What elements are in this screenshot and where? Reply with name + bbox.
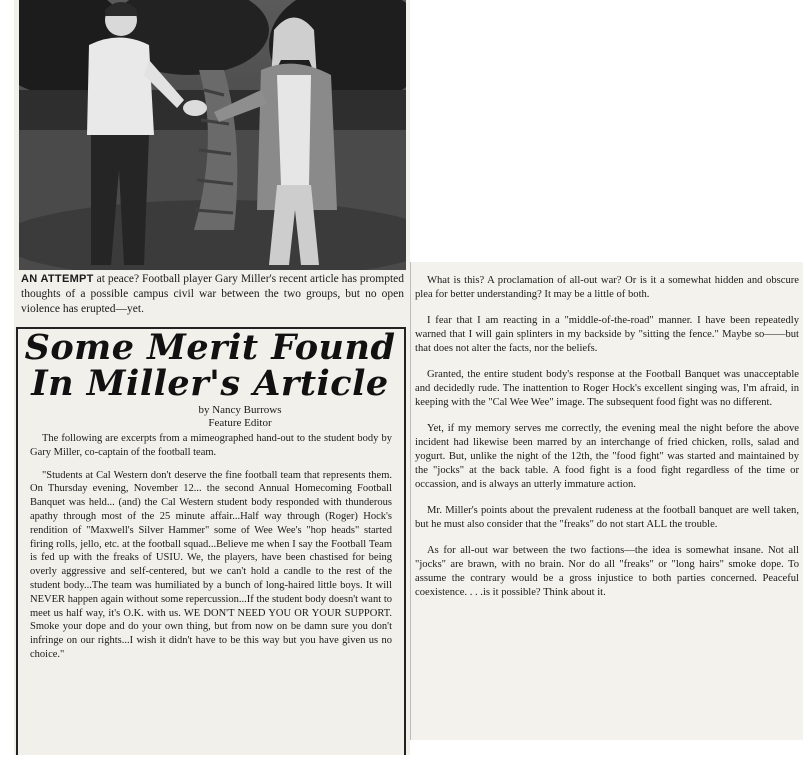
byline (150, 404, 330, 430)
byline-author: by Nancy Burrows (198, 404, 282, 416)
paragraph: What is this? A proclamation of all-out war? Or is it a somewhat hidden and obscure plea for better understanding? It may be a little of both. (415, 275, 799, 300)
photo-caption (19, 272, 406, 326)
article-body-right (415, 274, 799, 738)
paragraph: "Students at Cal Western don't deserve the fine football team that represents them. On Thursday evening, November 12... the second Annual Homecoming Football Banquet was held... (and) the Cal Western student body responded with thunderous apathy through most of the 25 minute affair...Half way through (Roger) Hock's rendition of "Maxwell's Silver Hammer" some of Wee Wee's "hop heads" started firing rolls, jello, etc. at the football squad...Believe me when I say the Football Team is fed up with the freaks of USIU. We, the players, have been chastised for being overly aggressive and self-centered, but we can't hold a candle to the rest of the student body...The team was humiliated by a bunch of long-haired little boys. It will NEVER happen again without some repercussion...If the student body doesn't want to meet us half way, it's O.K. with us. WE DON'T NEED YOU OR YOUR SUPPORT. Smoke your dope and do your own thing, but from now on be damn sure you don't infringe on our rights...I wish it didn't have to be this way but you have given us no choice." (30, 469, 392, 660)
caption-text: at peace? Football player Gary Miller's recent article has prompted thoughts of a possible campus civil war between the two groups, but no open violence has erupted—yet. (21, 273, 404, 315)
photo-two-men-shaking-hands (19, 0, 406, 270)
paragraph: Mr. Miller's points about the prevalent rudeness at the football banquet are well taken, but he must also consider that the "freaks" do not start ALL the trouble. (415, 505, 799, 530)
byline-title: Feature Editor (208, 417, 272, 429)
photo-image (19, 0, 406, 270)
caption-lead: AN ATTEMPT (21, 273, 94, 285)
paragraph: Yet, if my memory serves me correctly, the evening meal the night before the above incident had likewise been marred by an interchange of fried chicken, rolls, salad and yogurt. But, unlike the night of the 12th, the "food fight" was started and maintained by the "jocks" at the back table. A food fight is a food fight regardless of the time or occassion, and is always an utterly immature action. (415, 423, 799, 490)
headline-line-2: In Miller's Article (31, 363, 389, 404)
article-headline (20, 327, 400, 404)
paragraph: The following are excerpts from a mimeographed hand-out to the student body by Gary Miller, co-captain of the football team. (30, 433, 392, 458)
paragraph: As for all-out war between the two factions—the idea is somewhat insane. Not all "jocks" are brawn, with no brain. Nor do all "freaks" or "long hairs" smoke dope. To assume the contrary would be a gross injustice to both parties concerned. Peaceful coexistence. . . .is it possible? Think about it. (415, 545, 799, 598)
article-body-left (30, 432, 392, 754)
paragraph: Granted, the entire student body's response at the Football Banquet was unacceptable and decidedly rude. The inattention to Roger Hock's excellent singing was, I'm afraid, in keeping with the "Cal Wee Wee" image. The subsequent food fight was no different. (415, 369, 799, 408)
paragraph: I fear that I am reacting in a "middle-of-the-road" manner. I have been repeatedly warned that I will gain splinters in my backside by "sitting the fence." Maybe so——but that does not alter the facts, nor the beliefs. (415, 315, 799, 354)
headline-line-1: Some Merit Found (24, 327, 396, 368)
